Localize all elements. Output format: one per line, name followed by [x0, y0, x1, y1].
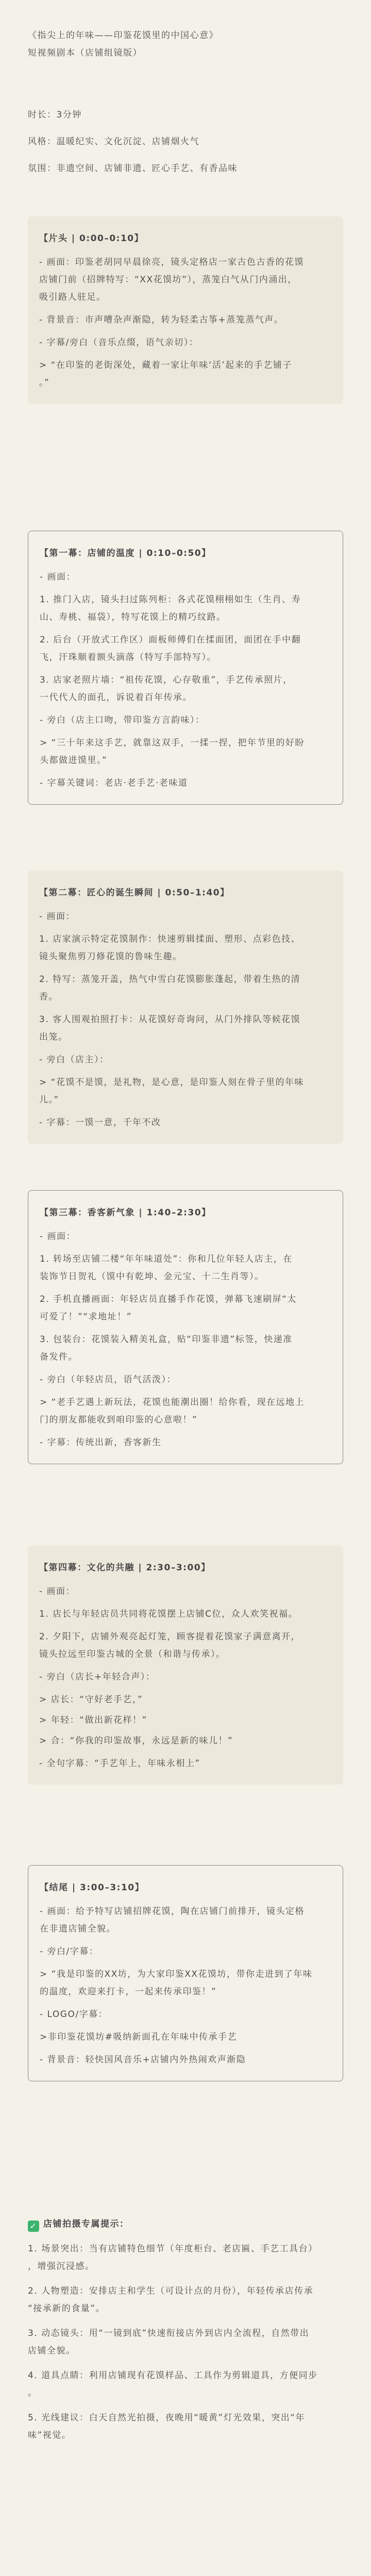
scene2-header: 【第二幕：匠心的诞生瞬间 | 0:50–1:40】: [39, 888, 230, 898]
opening-quote-part: > “在印鉴的老街深处，藏着一家让年味‘活’起来的手艺铺子: [39, 360, 292, 370]
scene1-shot-2-part: 飞，汗珠顺着额头滴落（特写手部特写）。: [40, 652, 216, 663]
scene3-header: 【第三幕：香客新气象 | 1:40–2:30】: [40, 1208, 211, 1218]
scene3-quote-part: 门的朋友都能收到咱印鉴的心意啦！”: [40, 1415, 198, 1425]
tip-item-3: 3. 动态镜头：用“一镜到底”快速衔接店外到店内全流程，自然带出: [28, 2328, 310, 2338]
scene4-header: 【第四幕：文化的共融 | 2:30–3:00】: [39, 1563, 211, 1573]
ending-logo-label: - LOGO/字幕：: [40, 2009, 108, 2020]
scene1-shot-3-part: 一代代人的面孔，诉说着百年传承。: [40, 692, 192, 703]
scene1-quote-part: > “三十年来这手艺，就靠这双手，一揉一捏，把年节里的好盼: [40, 738, 305, 748]
scene1-shot-1-part: 山、寿桃、福袋），特写花馍上的精巧纹路。: [40, 612, 226, 622]
scene4-shot-2-part: 2. 夕阳下，店铺外观亮起灯笼，顾客提着花馍家子满意离开，: [39, 1632, 301, 1642]
opening-card: [28, 216, 343, 404]
scene2-shot-2-part: 香。: [39, 992, 58, 1002]
scene1-caption: - 字幕关键词：老店·老手艺·老味道: [40, 778, 188, 788]
ending-header: 【结尾 | 3:00–3:10】: [40, 1883, 145, 1893]
scene2-shot-1-part: 镜头聚焦剪刀修花馍的鲁味生趣。: [39, 952, 182, 962]
tip-item-3: 店铺全貌。: [28, 2346, 76, 2356]
tips-header-label: 店铺拍摄专属提示：: [43, 2219, 129, 2229]
tip-item-4: 4. 道具点睛：利用店铺现有花馍样品、工具作为剪辑道具，方便同步: [28, 2370, 318, 2381]
scene3-shot-3-part: 备发件。: [40, 1352, 78, 1362]
scene3-shot-2-part: 可爱了！”“求地址！”: [40, 1312, 132, 1322]
scene3-visual-label: - 画面：: [40, 1231, 76, 1242]
scene3-shot-1-part: 1. 转场至店铺二楼“年年味道处”：你和几位年轻人店主，在: [40, 1254, 293, 1264]
tip-item-1: ，增强沉浸感。: [28, 2261, 95, 2272]
scene2-shot-2-part: 2. 特写：蒸笼开盖，热气中雪白花馍膨胀蓬起，带着生热的清: [39, 974, 301, 985]
tip-item-5: 5. 光线建议：白天自然光拍摄，夜晚用“暖黄”灯光效果，突出“年: [28, 2413, 306, 2423]
scene2-visual-label: - 画面：: [39, 911, 76, 922]
opening-visual-part: - 画面：印鉴老胡同早晨徐亮，镜头定格店一家古色古香的花馍: [39, 257, 305, 267]
scene4-voice-label: - 旁白（店长+年轻合声）：: [39, 1672, 156, 1682]
tip-item-1: 1. 场景突出：当有店铺特色细节（年度柜台、老店匾、手艺工具台）: [28, 2244, 318, 2254]
opening-quote-part: 。”: [39, 378, 50, 388]
check-icon: ✓: [28, 2221, 39, 2232]
scene1-shot-2-part: 2. 后台（开放式工作区）面板师傅们在揉面团，面团在手中翻: [40, 635, 301, 645]
scene4-quote-owner: > 店长：“守好老手艺，”: [39, 1694, 143, 1705]
scene4-quote-young: > 年轻：“做出新花样！”: [39, 1715, 147, 1725]
scene2-voice-label: - 旁白（店主）：: [39, 1055, 109, 1065]
opening-visual-part: 店铺门前（招牌特写：“XX花馍坊”），蒸笼白气从门内涌出，: [39, 275, 297, 285]
scene1-quote-part: 头都做进馍里。”: [40, 755, 108, 766]
scene4-shot-2-part: 镜头拉远至印鉴古城的全景（和谐与传承）。: [39, 1649, 226, 1659]
scene3-shot-2-part: 2. 手机直播画面：年轻店员直播手作花馍，弹幕飞速刷屏“太: [40, 1294, 297, 1304]
ending-hashtag: >非印鉴花馍坊#吸纳新面孔在年味中传承手艺: [40, 2032, 237, 2042]
scene1-visual-label: - 画面：: [40, 572, 76, 582]
ending-quote-part: 的温度，欢迎来打卡，一起来传承印鉴！”: [40, 1987, 217, 1997]
scene1-shot-3-part: 3. 店家老照片墙：“祖传花馍，心存敬重”，手艺传承照片，: [40, 675, 293, 685]
ending-voice-label: - 旁白/字幕：: [40, 1946, 99, 1957]
scene3-shot-3-part: 3. 包装台：花馍装入精美礼盒，贴“印鉴非遗”标签，快递准: [40, 1334, 293, 1345]
scene1-card: [28, 531, 343, 805]
scene2-quote-part: > “花馍不是馍，是礼物，是心意，是印鉴人刻在骨子里的年味: [39, 1077, 304, 1088]
scene4-shot-1: 1. 店长与年轻店员共同将花馍摆上店铺C位，众人欢笑祝福。: [39, 1609, 298, 1619]
title-line-2: 短视频剧本（店铺组镜版）: [28, 48, 142, 58]
meta-style: 风格：温暖纪实、文化沉淀、店铺烟火气: [28, 137, 199, 147]
ending-visual-part: 在非遗店铺全貌。: [40, 1924, 116, 1934]
scene2-shot-3-part: 3. 客人围观拍照打卡：从花馍好奇询问，从门外排队等候花馍: [39, 1014, 301, 1025]
scene3-quote-part: > “老手艺遇上新玩法，花馍也能潮出圈！给你看，现在远地上: [40, 1397, 305, 1408]
scene1-header: 【第一幕：店铺的温度 | 0:10–0:50】: [40, 548, 211, 558]
meta-mood: 氛围：非遗空间、店铺非遗、匠心手艺、有香品味: [28, 163, 238, 174]
ending-card: [28, 1865, 343, 2081]
scene3-voice-label: - 旁白（年轻店员，语气活泼）：: [40, 1375, 177, 1385]
tip-item-5: 味”视觉。: [28, 2430, 72, 2441]
scene4-visual-label: - 画面：: [39, 1586, 76, 1597]
opening-visual-part: 吸引路人驻足。: [39, 292, 106, 302]
scene2-shot-3-part: 出笼。: [39, 1032, 68, 1042]
scene2-quote-part: 儿。”: [39, 1095, 59, 1105]
scene4-caption: - 全句字幕：“手艺年上，年味永相上”: [39, 1758, 200, 1769]
ending-quote-part: > “我是印鉴的XX坊，为大家印鉴XX花馍坊，带你走进到了年味: [40, 1969, 313, 1979]
tips-header: [28, 2215, 337, 2233]
tip-item-2: 2. 人物塑造：安排店主和学生（可设计点的月份），年轻传承店传承: [28, 2286, 314, 2296]
tip-item-4: 。: [28, 2388, 38, 2398]
tips-block: [28, 2215, 337, 2444]
meta-duration: 时长：3分钟: [28, 110, 82, 120]
scene2-caption: - 字幕：一馍一意，千年不改: [39, 1117, 161, 1128]
ending-visual-part: - 画面：给予特写店铺招牌花馍，陶在店铺门前排开，镜头定格: [40, 1906, 305, 1917]
intro-block: [28, 27, 337, 62]
ending-audio: - 背景音：轻快国风音乐+店铺内外热闹欢声渐隐: [40, 2055, 246, 2065]
meta-block: [28, 106, 337, 177]
scene4-card: [28, 1546, 343, 1785]
scene4-quote-together: > 合：“你我的印鉴故事，永远是新的味儿！”: [39, 1736, 233, 1746]
scene2-shot-1-part: 1. 店家演示特定花馍制作：快速剪辑揉面、塑形、点彩色技、: [39, 934, 301, 944]
opening-header: 【片头 | 0:00–0:10】: [39, 233, 144, 244]
scene3-caption: - 字幕：传统出新，香客新生: [40, 1437, 162, 1448]
scene3-shot-1-part: 装饰节日贺礼（馍中有乾坤、金元宝、十二生肖等）。: [40, 1272, 264, 1282]
scene2-card: [28, 871, 343, 1144]
opening-audio: - 背景音：市声嘈杂声渐隐，转为轻柔古筝+蒸笼蒸气声。: [39, 315, 284, 325]
scene1-shot-1-part: 1. 推门入店，镜头扫过陈列柜：各式花馍栩栩如生（生肖、寿: [40, 595, 301, 605]
scene3-card: [28, 1190, 343, 1464]
opening-caption: - 字幕/旁白（音乐点缀，语气亲切）：: [39, 337, 199, 348]
scene1-voice-label: - 旁白（店主口吻，带印鉴方言韵味）：: [40, 715, 205, 725]
title-line-1: 《指尖上的年味——印鉴花馍里的中国心意》: [28, 30, 218, 41]
tip-item-2: “接承新的食量”。: [28, 2303, 106, 2314]
